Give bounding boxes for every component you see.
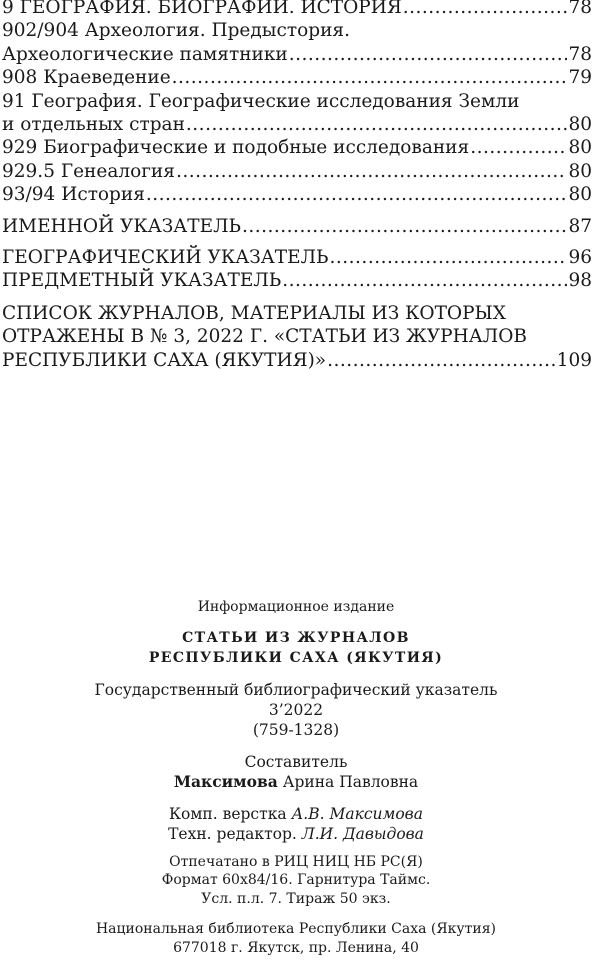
toc-entry-title: РЕСПУБЛИКИ САХА (ЯКУТИЯ)»: [2, 349, 327, 371]
compiler-name: Арина Павловна: [282, 772, 419, 791]
toc-entry-title: Археологические памятники: [2, 43, 288, 65]
toc-page-number: 80: [568, 114, 592, 136]
entry-range: (759-1328): [252, 720, 340, 739]
toc-leader-dots: [403, 0, 568, 19]
publisher-name: Национальная библиотека Республики Саха (Якутия): [95, 921, 497, 937]
toc-entry-geo-research[interactable]: [2, 113, 592, 136]
toc-leader-dots: [282, 269, 567, 292]
toc-page-number: 96: [568, 247, 592, 269]
toc-entry-journals-list[interactable]: [2, 349, 592, 372]
layout-label: Комп. верстка: [169, 804, 287, 823]
toc-leader-dots: [242, 215, 567, 238]
toc-leader-dots: [327, 349, 556, 372]
toc-entry-name-index[interactable]: [2, 215, 592, 238]
editor-credit: [0, 824, 592, 844]
compiler-line: [0, 772, 592, 792]
toc-page-number: 78: [568, 0, 592, 18]
toc-entry-title: 929.5 Генеалогия: [2, 160, 175, 182]
print-info-line3: Усл. п.л. 7. Тираж 50 экз.: [201, 890, 391, 907]
publication-title-line2: РЕСПУБЛИКИ САХА (ЯКУТИЯ): [148, 649, 444, 666]
toc-entry-title: и отдельных стран: [2, 114, 185, 136]
toc-page-number: 78: [568, 43, 592, 65]
toc-page-number: 98: [568, 270, 592, 292]
toc-entry-archaeology-line1: 902/904 Археология. Предыстория.: [2, 20, 350, 42]
toc-entry-title: ГЕОГРАФИЧЕСКИЙ УКАЗАТЕЛЬ: [2, 247, 329, 269]
print-info-line2: Формат 60х84/16. Гарнитура Таймс.: [161, 872, 431, 888]
toc-entry-genealogy[interactable]: [2, 160, 592, 183]
toc-entry-title: ИМЕННОЙ УКАЗАТЕЛЬ: [2, 215, 242, 237]
toc-leader-dots: [186, 113, 568, 136]
layout-person: А.В. Максимова: [291, 804, 423, 823]
toc-entry-biographical[interactable]: [2, 136, 592, 159]
compiler-surname: Максимова: [173, 771, 278, 791]
toc-page-number: 109: [556, 349, 592, 371]
publisher-address: 677018 г. Якутск, пр. Ленина, 40: [173, 939, 419, 956]
toc-entry-title: ПРЕДМЕТНЫЙ УКАЗАТЕЛЬ: [2, 270, 282, 292]
imprint-block: [0, 598, 592, 957]
toc-page-number: 79: [568, 67, 592, 89]
toc-entry-title: 908 Краеведение: [2, 67, 171, 89]
toc-entry-geographic-index[interactable]: [2, 246, 592, 269]
toc-entry-title: 93/94 История: [2, 184, 145, 206]
toc-entry-title: 929 Биографические и подобные исследования: [2, 137, 470, 159]
publication-subtitle: Государственный библиографический указатель: [94, 680, 498, 699]
editor-person: Л.И. Давыдова: [301, 824, 424, 843]
toc-page-number: 87: [568, 215, 592, 237]
toc-entry-journals-line1: СПИСОК ЖУРНАЛОВ, МАТЕРИАЛЫ ИЗ КОТОРЫХ: [2, 302, 506, 324]
layout-credit: [0, 804, 592, 824]
toc-leader-dots: [330, 246, 568, 269]
table-of-contents: [2, 0, 592, 372]
toc-entry-title: 9 ГЕОГРАФИЯ. БИОГРАФИИ. ИСТОРИЯ: [2, 0, 402, 18]
toc-entry-history[interactable]: [2, 183, 592, 206]
issue-number: 3’2022: [268, 700, 324, 719]
toc-entry-archaeology[interactable]: [2, 43, 592, 66]
toc-entry-geography[interactable]: [2, 0, 592, 19]
editor-label: Техн. редактор.: [168, 824, 297, 843]
toc-entry-subject-index[interactable]: [2, 269, 592, 292]
toc-page-number: 80: [568, 160, 592, 182]
toc-page-number: 80: [568, 137, 592, 159]
edition-type: Информационное издание: [197, 599, 395, 615]
toc-entry-journals-line2: ОТРАЖЕНЫ В № 3, 2022 Г. «СТАТЬИ ИЗ ЖУРНАЛОВ: [2, 326, 527, 348]
toc-entry-geo-research-line1: 91 География. Географические исследования Земли: [2, 90, 520, 112]
compiler-label: Составитель: [244, 752, 348, 771]
toc-leader-dots: [470, 136, 567, 159]
toc-entry-local-history[interactable]: [2, 66, 592, 89]
toc-leader-dots: [176, 160, 568, 183]
print-info-line1: Отпечатано в РИЦ НИЦ НБ РС(Я): [169, 853, 423, 870]
toc-leader-dots: [146, 183, 568, 206]
toc-leader-dots: [289, 43, 568, 66]
publication-title-line1: СТАТЬИ ИЗ ЖУРНАЛОВ: [182, 629, 410, 646]
toc-leader-dots: [172, 66, 568, 89]
toc-page-number: 80: [568, 184, 592, 206]
